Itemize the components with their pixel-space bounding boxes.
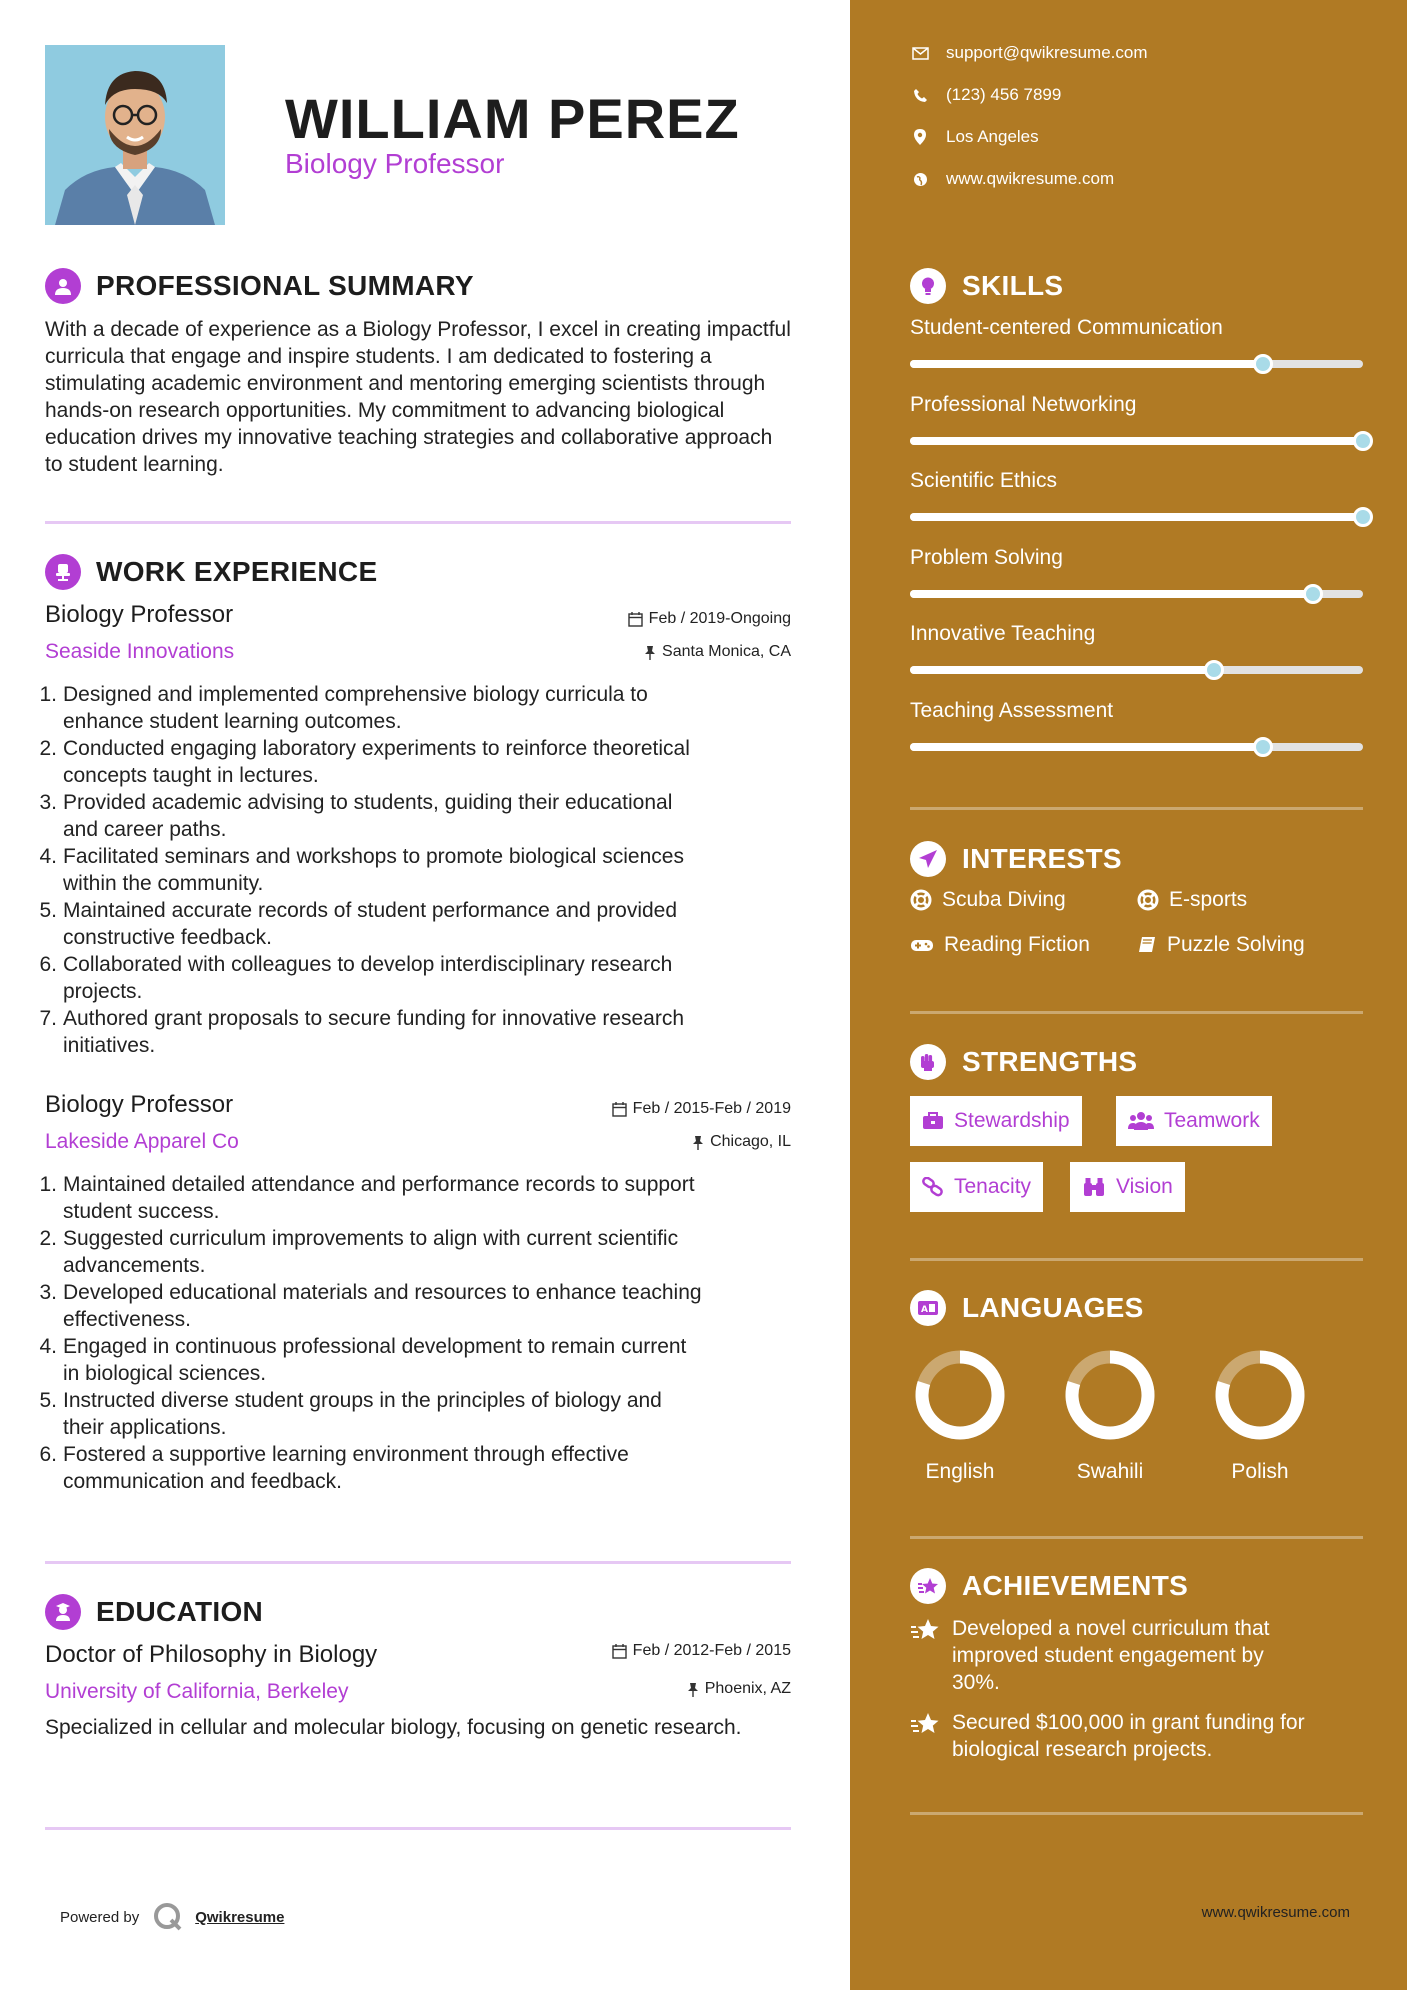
duty-item [36, 1441, 796, 1495]
duty-text: Fostered a supportive learning environment through effective communication and feedback. [63, 1443, 629, 1493]
section-divider [45, 1827, 791, 1830]
section-divider [910, 807, 1363, 810]
skill-bar-fill [910, 513, 1363, 521]
candidate-role: Biology Professor [285, 148, 505, 179]
language-item [1060, 1345, 1160, 1484]
summary-text: With a decade of experience as a Biology Professor, I excel in creating impactful curricula that engage and inspire students. I am dedicated to fostering a stimulating academic environment and mentoring emerging scientists through hands-on research opportunities. My commitment to advancing biological education drives my innovative teaching strategies and collaborative approach to student learning. [45, 318, 791, 476]
duty-item [36, 1171, 796, 1225]
user-icon [45, 268, 81, 304]
achievement-item [910, 1615, 1370, 1696]
work-heading [45, 554, 377, 590]
duty-text: Provided academic advising to students, guiding their educational and career paths. [63, 791, 673, 841]
language-item [910, 1345, 1010, 1484]
language-label: English [925, 1460, 995, 1483]
powered-by-label: Powered by [60, 1908, 140, 1926]
job-date-text: Feb / 2015-Feb / 2019 [632, 1100, 791, 1117]
sidebar [850, 0, 1407, 1990]
skill-bar-fill [910, 437, 1363, 445]
duty-item [36, 1225, 796, 1279]
interest-label: E-sports [1169, 888, 1248, 911]
shooting-star-icon [910, 1568, 946, 1604]
strength-label: Teamwork [1164, 1109, 1260, 1132]
shooting-star-icon [910, 1617, 940, 1643]
skill-label: Problem Solving [910, 545, 1063, 569]
contact-website-text[interactable]: www.qwikresume.com [946, 169, 1115, 188]
powered-by [60, 1902, 284, 1932]
job-location-text: Chicago, IL [710, 1133, 791, 1150]
job-company: Seaside Innovations [45, 640, 235, 663]
education-location [687, 1680, 791, 1698]
strength-badge [1116, 1096, 1272, 1146]
section-divider [45, 1561, 791, 1564]
duty-number: 1. [39, 683, 57, 706]
education-date [612, 1642, 791, 1660]
duty-number: 2. [39, 737, 57, 760]
job-location-text: Santa Monica, CA [662, 643, 791, 660]
strength-label: Stewardship [954, 1109, 1070, 1132]
duty-number: 5. [39, 899, 57, 922]
duty-item [36, 1333, 796, 1387]
duty-number: 6. [39, 1443, 57, 1466]
duty-number: 2. [39, 1227, 57, 1250]
duty-text: Developed educational materials and resources to enhance teaching effectiveness. [63, 1281, 702, 1331]
skill-bar-fill [910, 666, 1214, 674]
duty-number: 5. [39, 1389, 57, 1412]
duty-number: 3. [39, 1281, 57, 1304]
skill-label: Innovative Teaching [910, 622, 1096, 645]
duty-number: 7. [39, 1007, 57, 1030]
strengths-title: STRENGTHS [962, 1046, 1138, 1077]
calendar-icon [612, 1102, 627, 1117]
duty-number: 4. [39, 1335, 57, 1358]
duty-number: 4. [39, 845, 57, 868]
duty-text: Collaborated with colleagues to develop interdisciplinary research projects. [63, 953, 673, 1003]
skill-bar-fill [910, 590, 1313, 598]
pin-icon [687, 1682, 699, 1697]
strength-label: Vision [1116, 1175, 1173, 1198]
skills-heading [910, 268, 1063, 304]
job-title: Biology Professor [45, 1091, 234, 1118]
skill-bar-knob [1303, 584, 1323, 604]
lightbulb-icon [910, 268, 946, 304]
map-marker-icon [914, 129, 926, 145]
contact-phone-text: (123) 456 7899 [946, 85, 1062, 104]
profile-photo [45, 45, 225, 225]
shooting-star-icon [910, 1711, 940, 1737]
duty-item [36, 681, 796, 735]
duty-text: Instructed diverse student groups in the principles of biology and their applications. [63, 1389, 662, 1439]
achievements-title: ACHIEVEMENTS [962, 1570, 1189, 1601]
achievements-heading [910, 1568, 1188, 1604]
languages-title: LANGUAGES [962, 1292, 1144, 1323]
lifebuoy-icon [1137, 889, 1159, 911]
strength-badge [1070, 1162, 1185, 1212]
achievement-line: improved student engagement by [952, 1644, 1264, 1667]
contact-location-text: Los Angeles [946, 127, 1039, 146]
duty-text: Maintained accurate records of student performance and provided constructive feedback. [63, 899, 678, 949]
skill-bar-knob [1253, 354, 1273, 374]
pin-icon [644, 645, 656, 660]
duty-number: 3. [39, 791, 57, 814]
duty-item [36, 1005, 796, 1059]
interest-item [910, 933, 1090, 957]
skill-bar [910, 743, 1363, 751]
language-item [1210, 1345, 1310, 1484]
skill-bar-knob [1253, 737, 1273, 757]
duty-item [36, 951, 796, 1005]
languages-heading [910, 1290, 1144, 1326]
summary-heading [45, 268, 474, 304]
skill-bar-knob [1353, 431, 1373, 451]
interest-label: Scuba Diving [942, 888, 1066, 911]
job-date [628, 610, 791, 628]
duty-item [36, 897, 796, 951]
strength-badge [910, 1162, 1043, 1212]
education-date-text: Feb / 2012-Feb / 2015 [632, 1642, 791, 1659]
job-location [692, 1133, 791, 1151]
strength-badge [910, 1096, 1082, 1146]
skill-bar [910, 666, 1363, 674]
contact-phone [910, 85, 1061, 105]
achievement-line: Secured $100,000 in grant funding for [952, 1711, 1305, 1734]
interests-title: INTERESTS [962, 843, 1122, 874]
skill-bar [910, 360, 1363, 368]
section-divider [910, 1011, 1363, 1014]
pin-icon [692, 1135, 704, 1150]
contact-website [910, 169, 1114, 189]
interest-item [1137, 888, 1247, 912]
degree-title: Doctor of Philosophy in Biology [45, 1641, 378, 1668]
job-date-text: Feb / 2019-Ongoing [648, 610, 791, 627]
duty-item [36, 843, 796, 897]
job-date [612, 1100, 791, 1118]
duty-item [36, 789, 796, 843]
paper-plane-icon [910, 841, 946, 877]
job-company: Lakeside Apparel Co [45, 1130, 239, 1153]
skill-label: Teaching Assessment [910, 698, 1114, 722]
language-ring [1210, 1345, 1310, 1445]
translate-icon [910, 1290, 946, 1326]
footer-site[interactable]: www.qwikresume.com [1201, 1904, 1350, 1921]
phone-icon [913, 88, 928, 103]
work-title: WORK EXPERIENCE [96, 556, 378, 587]
section-divider [910, 1536, 1363, 1539]
education-title: EDUCATION [96, 1596, 264, 1627]
link-icon [922, 1177, 944, 1197]
section-divider [910, 1812, 1363, 1815]
interests-heading [910, 841, 1122, 877]
duty-number: 6. [39, 953, 57, 976]
skill-bar-fill [910, 360, 1263, 368]
graduate-icon [45, 1594, 81, 1630]
binoculars-icon [1082, 1177, 1106, 1197]
duty-item [36, 1279, 796, 1333]
duty-text: Facilitated seminars and workshops to promote biological sciences within the community. [63, 845, 684, 895]
qwikresume-logo-icon [153, 1902, 183, 1932]
achievement-line: 30%. [952, 1671, 1000, 1694]
language-label: Polish [1231, 1460, 1289, 1483]
skill-bar [910, 437, 1363, 445]
calendar-icon [628, 612, 643, 627]
duty-text: Conducted engaging laboratory experiments to reinforce theoretical concepts taught in lectures. [63, 737, 690, 787]
section-divider [45, 521, 791, 524]
duty-text: Authored grant proposals to secure funding for innovative research initiatives. [63, 1007, 685, 1057]
duty-text: Suggested curriculum improvements to align with current scientific advancements. [63, 1227, 679, 1277]
duty-text: Engaged in continuous professional development to remain current in biological sciences. [63, 1335, 687, 1385]
skill-bar-fill [910, 743, 1263, 751]
envelope-icon [912, 47, 929, 60]
contact-email [910, 43, 1148, 63]
book-icon [1137, 935, 1157, 955]
summary-title: PROFESSIONAL SUMMARY [96, 270, 474, 301]
job-duties [36, 681, 796, 1059]
calendar-icon [612, 1644, 627, 1659]
duty-item [36, 735, 796, 789]
interest-item [1137, 933, 1305, 957]
skill-label: Student-centered Communication [910, 316, 1223, 339]
job-location [644, 643, 791, 661]
contact-location [910, 127, 1039, 147]
skills-title: SKILLS [962, 270, 1064, 301]
interest-item [910, 888, 1066, 912]
achievement-line: biological research projects. [952, 1738, 1213, 1761]
globe-icon [913, 172, 928, 187]
language-ring [1060, 1345, 1160, 1445]
education-text: Specialized in cellular and molecular biology, focusing on genetic research. [45, 1716, 742, 1739]
interest-label: Puzzle Solving [1167, 933, 1305, 956]
skill-bar [910, 590, 1363, 598]
language-label: Swahili [1076, 1460, 1144, 1483]
interest-label: Reading Fiction [944, 933, 1090, 956]
achievement-item [910, 1709, 1370, 1763]
duty-item [36, 1387, 796, 1441]
candidate-name: WILLIAM PEREZ [285, 87, 740, 150]
svg-text:A: A [921, 1305, 928, 1315]
strength-label: Tenacity [954, 1175, 1032, 1198]
duty-number: 1. [39, 1173, 57, 1196]
qwikresume-link[interactable]: Qwikresume [195, 1908, 285, 1926]
job-duties [36, 1171, 796, 1495]
lifebuoy-icon [910, 889, 932, 911]
job-title: Biology Professor [45, 601, 234, 628]
contact-email-text[interactable]: support@qwikresume.com [946, 43, 1148, 62]
gamepad-icon [910, 937, 934, 953]
education-location-text: Phoenix, AZ [704, 1680, 791, 1697]
skill-bar-knob [1353, 507, 1373, 527]
skill-bar-knob [1204, 660, 1224, 680]
language-ring [910, 1345, 1010, 1445]
users-icon [1128, 1111, 1154, 1131]
strengths-heading [910, 1044, 1137, 1080]
education-heading [45, 1594, 263, 1630]
section-divider [910, 1258, 1363, 1261]
fist-icon [910, 1044, 946, 1080]
skill-label: Professional Networking [910, 392, 1137, 416]
skill-label: Scientific Ethics [910, 469, 1058, 492]
chair-icon [45, 554, 81, 590]
school-name: University of California, Berkeley [45, 1680, 349, 1703]
duty-text: Designed and implemented comprehensive biology curricula to enhance student learning outcomes. [63, 683, 648, 733]
achievement-line: Developed a novel curriculum that [952, 1617, 1270, 1640]
briefcase-icon [922, 1112, 944, 1130]
duty-text: Maintained detailed attendance and performance records to support student success. [63, 1173, 695, 1223]
skill-bar [910, 513, 1363, 521]
